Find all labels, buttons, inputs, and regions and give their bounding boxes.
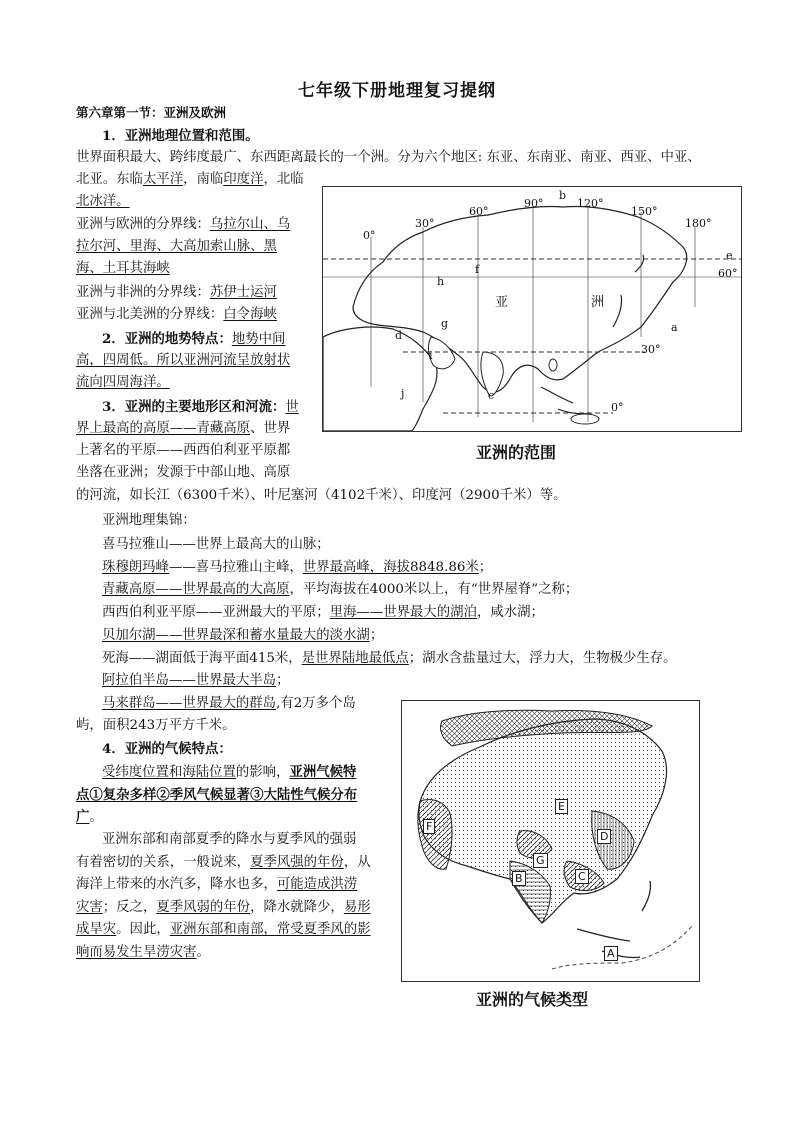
map-letter: j (401, 387, 405, 400)
lon-label: 120° (577, 197, 604, 210)
fact-item: 贝加尔湖——世界最深和蓄水量最大的淡水湖； (102, 628, 384, 643)
lon-label: 90° (524, 197, 544, 210)
map-letter: c (488, 389, 495, 402)
fact-item: 西西伯利亚平原——亚洲最大的平原；里海——世界最大的湖泊，咸水湖； (102, 605, 544, 620)
boundary-line: 亚洲与欧洲的分界线：乌拉尔山、乌 (76, 217, 291, 232)
map-letter: h (437, 275, 445, 288)
map-letter: i (429, 349, 433, 362)
climate-boundary-dashed (552, 926, 692, 969)
boundary-line: 亚洲与非洲的分界线：苏伊士运河 (76, 285, 277, 300)
map-letter: a (671, 321, 678, 334)
asia-range-map (322, 186, 742, 432)
heading-3: 3．亚洲的主要地形区和河流：世 (102, 399, 299, 415)
zone-label: C (575, 869, 589, 884)
heading-2: 2．亚洲的地势特点：地势中间 (102, 331, 286, 347)
fact-item: 珠穆朗玛峰——喜马拉雅山主峰，世界最高峰，海拔8848.86米； (102, 560, 493, 575)
island-shape (549, 359, 557, 371)
climate-map (401, 700, 700, 982)
section-heading: 第六章第一节：亚洲及欧洲 (76, 105, 227, 120)
boundary-line: 海、土耳其海峡 (76, 261, 170, 276)
paragraph-line: 成旱灾。因此，亚洲东部和南部，常受夏季风的影 (76, 922, 371, 937)
asia-range-caption: 亚洲的范围 (476, 443, 557, 462)
climate-map-caption: 亚洲的气候类型 (476, 990, 589, 1009)
fact-item: 屿，面积243万平方千米。 (76, 718, 236, 733)
zone-label: F (423, 819, 435, 834)
climate-map-graphic (402, 701, 699, 981)
lat-label: 30° (641, 343, 661, 356)
boundary-line: 亚洲与北美洲的分界线：白令海峡 (76, 307, 277, 322)
paragraph-line: 上著名的平原——西西伯利亚平原都 (76, 443, 291, 458)
fact-item: 马来群岛——世界最大的群岛,有2万多个岛 (102, 696, 356, 711)
zone-label: D (597, 829, 611, 844)
heading-4: 4．亚洲的气候特点： (102, 741, 232, 757)
fact-item: 死海——湖面低于海平面415米，是世界陆地最低点；湖水含盐量过大，浮力大，生物极少生存。 (102, 651, 677, 666)
map-letter: f (475, 263, 480, 276)
lat-label: 0° (611, 401, 624, 414)
lon-label: 60° (469, 205, 489, 218)
paragraph-line: 流向四周海洋。 (76, 375, 170, 390)
zone-label: B (512, 871, 526, 886)
africa-shape (323, 327, 437, 431)
map-letter: g (441, 317, 449, 330)
fact-item: 阿拉伯半岛——世界最大半岛； (102, 673, 290, 688)
collection-heading: 亚洲地理集锦： (102, 513, 196, 528)
zone-label: E (555, 799, 568, 814)
island-shape (571, 414, 599, 424)
zone-label: A (604, 946, 618, 961)
climate-zone-f (418, 800, 452, 870)
boundary-line: 拉尔河、里海、大高加索山脉、黑 (76, 239, 277, 254)
zone-label: G (533, 853, 548, 868)
paragraph-line: 亚洲东部和南部夏季的降水与夏季风的强弱 (102, 832, 357, 847)
paragraph-line: 坐落在亚洲；发源于中部山地、高原 (76, 465, 291, 480)
map-letter: b (559, 189, 567, 202)
paragraph-line: 北亚。东临太平洋，南临印度洋，北临 (76, 172, 304, 187)
paragraph-line: 灾害；反之，夏季风弱的年份，降水就降少，易形 (76, 900, 371, 915)
paragraph-line: 海洋上带来的水汽多，降水也多，可能造成洪涝 (76, 877, 358, 892)
paragraph-line: 北冰洋。 (76, 194, 130, 209)
paragraph-line: 高，四周低。所以亚洲河流呈放射状 (76, 353, 291, 368)
lon-label: 30° (415, 217, 435, 230)
heading-1: 1．亚洲地理位置和范围。 (102, 128, 259, 144)
paragraph-line: 受纬度位置和海陆位置的影响，亚洲气候特 (102, 764, 357, 780)
region-label: 亚 (495, 295, 509, 310)
page-title: 七年级下册地理复习提纲 (298, 81, 496, 101)
paragraph-line: 点①复杂多样②季风气候显著③大陆性气候分布 (76, 787, 358, 803)
region-label: 洲 (591, 295, 605, 310)
paragraph-line: 的河流，如长江（6300千米）、叶尼塞河（4102千米）、印度河（2900千米）等。 (76, 488, 567, 503)
lat-label: 60° (718, 267, 738, 280)
asia-range-map-graphic (323, 187, 741, 431)
map-letter: e (726, 249, 733, 262)
fact-item: 喜马拉雅山——世界上最高大的山脉； (102, 537, 330, 552)
lon-label: 180° (685, 217, 712, 230)
paragraph-line: 响而易发生旱涝灾害。 (76, 945, 210, 960)
paragraph-line: 界上最高的高原——青藏高原、世界 (76, 421, 291, 436)
paragraph-line: 有着密切的关系，一般说来，夏季风强的年份，从 (76, 855, 371, 870)
lon-label: 0° (363, 229, 376, 242)
paragraph-line: 广。 (76, 809, 103, 825)
map-letter: d (395, 329, 403, 342)
fact-item: 青藏高原——世界最高的大高原，平均海拔在4000米以上，有“世界屋脊”之称； (102, 582, 579, 597)
paragraph-line: 世界面积最大、跨纬度最广、东西距离最长的一个洲。分为六个地区: 东亚、东南亚、南亚、西亚、中亚、 (76, 150, 701, 165)
lon-label: 150° (631, 205, 658, 218)
